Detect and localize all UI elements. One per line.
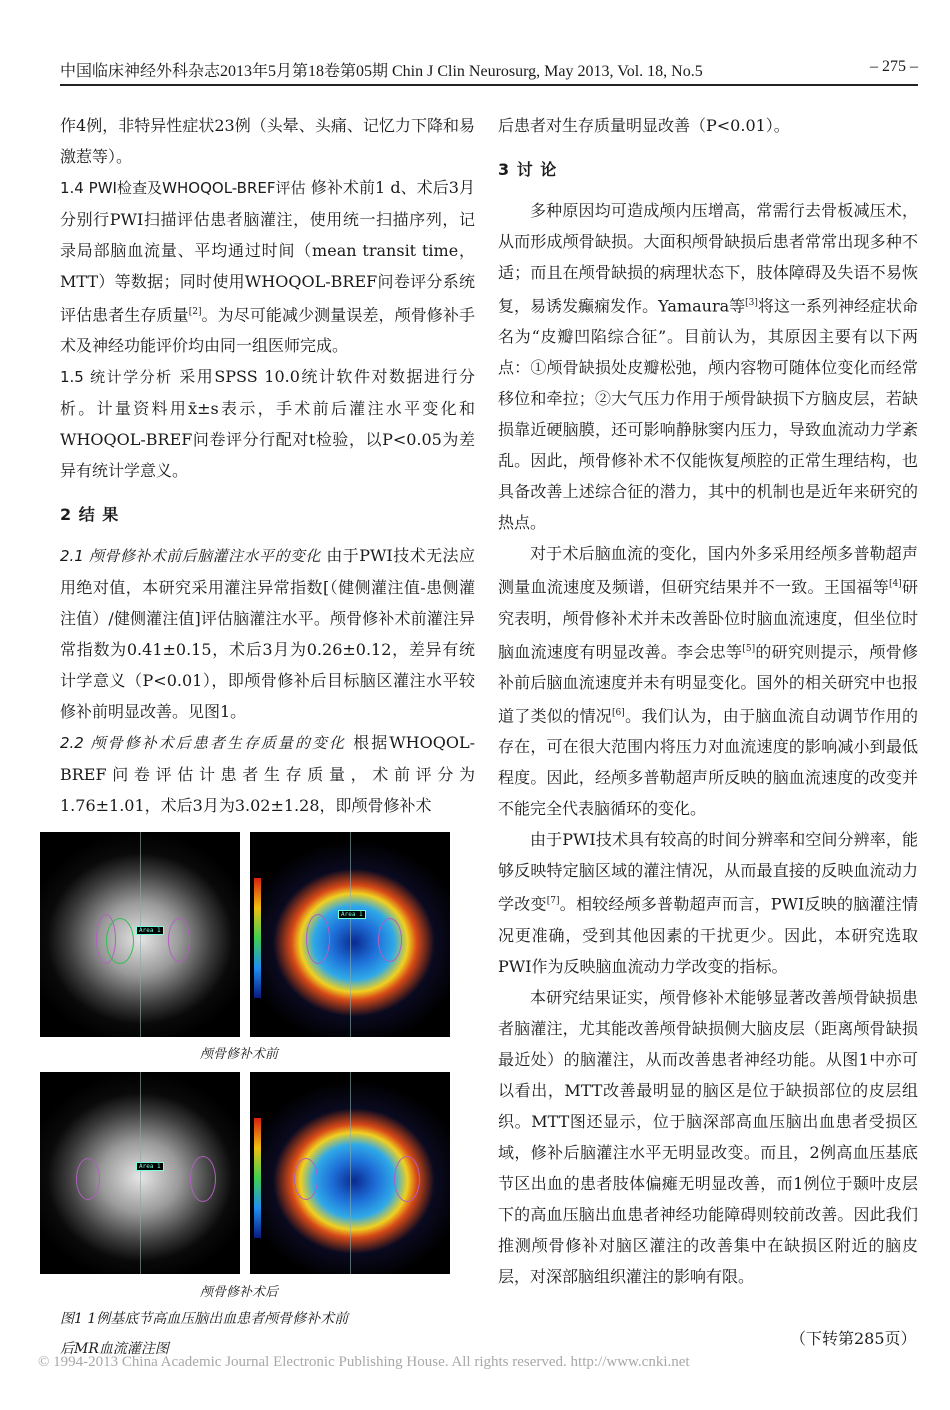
citation: [5] — [742, 643, 756, 654]
running-header — [60, 56, 918, 84]
roi-outline — [394, 1156, 420, 1202]
figure-caption-line: 后MR血流灌注图 — [60, 1341, 169, 1357]
figure-subcaption-after: 颅骨修补术后 — [200, 1285, 279, 1300]
citation: [4] — [888, 579, 902, 590]
copyright-footer: © 1994-2013 China Academic Journal Electronic Publishing House. All rights reserved. http://www.cnki.net — [38, 1354, 690, 1370]
roi-outline — [306, 914, 330, 964]
subsection-heading: 1.4 PWI检查及WHOQOL-BREF评估 — [60, 179, 306, 197]
section-1-4: 1.4 PWI检查及WHOQOL-BREF评估 修补术前1 d、术后3月分别行PWI扫描评估患者脑灌注，使用统一扫描序列，记录局部脑血流量、平均通过时间（mean transit time，MTT）等数据；同时使用WHOQOL-BREF问卷评分系统评估患者生存质量[2]。为尽可能减少测量误差，颅骨修补手术及神经功能评价均由同一组医师完成。 — [60, 178, 475, 356]
header-rule — [60, 84, 918, 86]
paragraph: 后患者对生存质量明显改善（P<0.01）。 — [498, 116, 790, 135]
paragraph: 由于PWI技术具有较高的时间分辨率和空间分辨率，能够反映特定脑区域的灌注情况，从而最直接的反映血流动力学改变[7]。相较经颅多普勒超声而言，PWI反映的脑灌注情况更准确，受到其他因素的干扰更少。因此，本研究选取PWI作为反映脑血流动力学改变的指标。 — [498, 830, 918, 976]
page-number: – 275 – — [870, 58, 918, 75]
section-1-5: 1.5 统计学分析 采用SPSS 10.0统计软件对数据进行分析。计量资料用x̄±s表示，手术前后灌注水平变化和WHOQOL-BREF问卷评分行配对t检验，以P<0.05为差异有统计学意义。 — [60, 367, 475, 481]
paragraph: 作4例，非特异性症状23例（头晕、头痛、记忆力下降和易激惹等）。 — [60, 116, 475, 166]
mri-scan-after-gray — [40, 1072, 240, 1274]
citation: [3] — [745, 298, 758, 308]
figure-caption-line: 图1 1例基底节高血压脑出血患者颅骨修补术前 — [60, 1311, 349, 1327]
midline — [350, 832, 351, 1037]
subsection-heading: 2.2 颅骨修补术后患者生存质量的变化 — [60, 734, 347, 753]
citation: [7] — [546, 896, 560, 907]
mri-scan-before-gray — [40, 832, 240, 1037]
roi-outline — [378, 918, 402, 962]
roi-outline — [106, 918, 134, 964]
citation: [2] — [188, 307, 202, 317]
roi-outline — [168, 918, 190, 962]
citation: [6] — [612, 707, 625, 718]
roi-outline — [76, 1158, 100, 1200]
roi-label: Area 1 — [136, 926, 164, 935]
section-heading-discussion: 3 讨 论 — [498, 160, 558, 179]
paragraph: 对于术后脑血流的变化，国内外多采用经颅多普勒超声测量血流速度及频谱，但研究结果并不一致。王国福等[4]研究表明，颅骨修补术并未改善卧位时脑血流速度，但坐位时脑血流速度有明显改善。李会忠等[5]的研究则提示，颅骨修补前后脑血流速度并未有明显变化。国外的相关研究中也报道了类似的情况[6]。我们认为，由于脑血流自动调节作用的存在，可在很大范围内将压力对血流速度的影响减小到最低程度。因此，经颅多普勒超声所反映的脑血流速度的改变并不能完全代表脑循环的变化。 — [498, 544, 918, 819]
roi-label: Area 1 — [338, 910, 366, 919]
mri-scan-before-perfusion — [250, 832, 450, 1037]
paragraph: 多种原因均可造成颅内压增高，常需行去骨板减压术，从而形成颅骨缺损。大面积颅骨缺损后患者常常出现多种不适；而且在颅骨缺损的病理状态下，肢体障碍及失语不易恢复，易诱发癫痫发作。Yamaura等[3]将这一系列神经症状命名为“皮瓣凹陷综合征”。目前认为，其原因主要有以下两点：①颅骨缺损处皮瓣松弛，颅内容物可随体位变化而经常移位和牵拉；②大气压力作用于颅骨缺损下方脑皮层，若缺损靠近硬脑膜，还可影响静脉窦内压力，导致血流动力学紊乱。因此，颅骨修补术不仅能恢复颅腔的正常生理结构，也具备改善上述综合征的潜力，其中的机制也是近年来研究的热点。 — [498, 201, 918, 533]
mri-scan-after-perfusion — [250, 1072, 450, 1274]
roi-outline — [294, 1158, 318, 1200]
midline — [350, 1072, 351, 1274]
figure-subcaption-before: 颅骨修补术前 — [200, 1047, 279, 1062]
subsection-heading: 2.1 颅骨修补术前后脑灌注水平的变化 — [60, 547, 321, 566]
right-column — [498, 110, 918, 1292]
section-heading-results: 2 结 果 — [60, 505, 120, 525]
journal-citation: 中国临床神经外科杂志2013年5月第18卷第05期 Chin J Clin Neurosurg, May 2013, Vol. 18, No.5 — [60, 63, 703, 80]
section-2-2: 2.2 颅骨修补术后患者生存质量的变化 根据WHOQOL-BREF问卷评估计患者生存质量，术前评分为1.76±1.01，术后3月为3.02±1.28，即颅骨修补术 — [60, 733, 476, 816]
left-column — [60, 110, 475, 821]
subsection-heading: 1.5 统计学分析 — [60, 368, 173, 387]
section-2-1: 2.1 颅骨修补术前后脑灌注水平的变化 由于PWI技术无法应用绝对值，本研究采用灌注异常指数[（健侧灌注值-患侧灌注值）/健侧灌注值]评估脑灌注水平。颅骨修补术前灌注异常指数为0.41±0.15，术后3月为0.26±0.12，差异有统计学意义（P<0.01），即颅骨修补后目标脑区灌注水平较修补前明显改善。见图1。 — [60, 546, 475, 722]
roi-label: Area 1 — [136, 1162, 164, 1171]
color-scale-bar — [254, 878, 261, 998]
roi-outline — [190, 1156, 216, 1202]
paragraph: 本研究结果证实，颅骨修补术能够显著改善颅骨缺损患者脑灌注，尤其能改善颅骨缺损侧大脑皮层（距离颅骨缺损最近处）的脑灌注，从而改善患者神经功能。从图1中亦可以看出，MTT改善最明显的脑区是位于缺损部位的皮层组织。MTT图还显示，位于脑深部高血压脑出血患者受损区域，修补后脑灌注水平无明显改变。而且，2例高血压基底节区出血的患者肢体偏瘫无明显改善，而1例位于颞叶皮层下的高血压脑出血患者神经功能障碍则较前改善。因此我们推测颅骨修补对脑区灌注的改善集中在缺损区附近的脑皮层，对深部脑组织灌注的影响有限。 — [498, 987, 918, 1286]
continued-note: （下转第285页） — [790, 1329, 917, 1348]
midline — [140, 1072, 141, 1274]
color-scale-bar — [254, 1118, 261, 1238]
